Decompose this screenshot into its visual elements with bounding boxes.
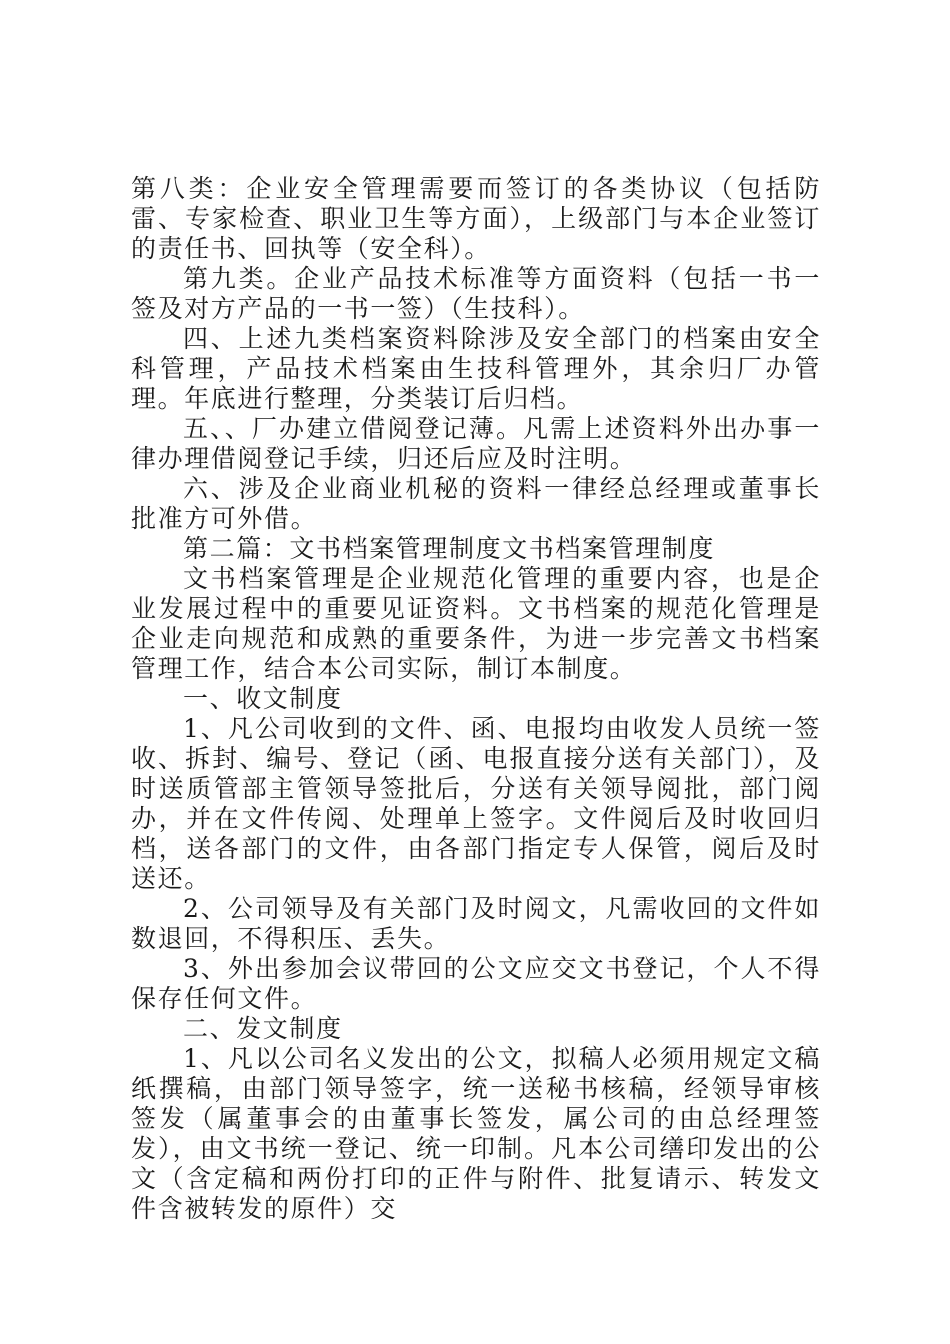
paragraph: 第九类。企业产品技术标准等方面资料（包括一书一签及对方产品的一书一签）（生技科）。 — [131, 264, 821, 323]
paragraph: 1、凡公司收到的文件、函、电报均由收发人员统一签收、拆封、编号、登记（函、电报直接分送有关部门），及时送质管部主管领导签批后，分送有关领导阅批，部门阅办，并在文件传阅、处理单上签字。文件阅后及时收回归档，送各部门的文件，由各部门指定专人保管，阅后及时送还。 — [131, 714, 821, 893]
paragraph: 1、凡以公司名义发出的公文，拟稿人必须用规定文稿纸撰稿，由部门领导签字，统一送秘书核稿，经领导审核签发（属董事会的由董事长签发，属公司的由总经理签发），由文书统一登记、统一印制。凡本公司缮印发出的公文（含定稿和两份打印的正件与附件、批复请示、转发文件含被转发的原件）交 — [131, 1044, 821, 1223]
paragraph: 3、外出参加会议带回的公文应交文书登记，个人不得保存任何文件。 — [131, 954, 821, 1013]
subsection-heading: 一、收文制度 — [183, 684, 343, 713]
paragraph: 第八类：企业安全管理需要而签订的各类协议（包括防雷、专家检查、职业卫生等方面），上级部门与本企业签订的责任书、回执等（安全科）。 — [131, 174, 821, 263]
paragraph: 五、、厂办建立借阅登记薄。凡需上述资料外出办事一律办理借阅登记手续，归还后应及时注明。 — [131, 414, 821, 473]
paragraph: 四、上述九类档案资料除涉及安全部门的档案由安全科管理，产品技术档案由生技科管理外，其余归厂办管理。年底进行整理，分类装订后归档。 — [131, 324, 821, 413]
paragraph: 文书档案管理是企业规范化管理的重要内容，也是企业发展过程中的重要见证资料。文书档案的规范化管理是企业走向规范和成熟的重要条件，为进一步完善文书档案管理工作，结合本公司实际，制订本制度。 — [131, 564, 821, 683]
section-heading: 第二篇：文书档案管理制度文书档案管理制度 — [183, 534, 716, 563]
subsection-heading: 二、发文制度 — [183, 1014, 343, 1043]
paragraph: 2、公司领导及有关部门及时阅文，凡需收回的文件如数退回，不得积压、丢失。 — [131, 894, 821, 953]
document-body — [131, 174, 821, 1224]
paragraph: 六、涉及企业商业机秘的资料一律经总经理或董事长批准方可外借。 — [131, 474, 821, 533]
